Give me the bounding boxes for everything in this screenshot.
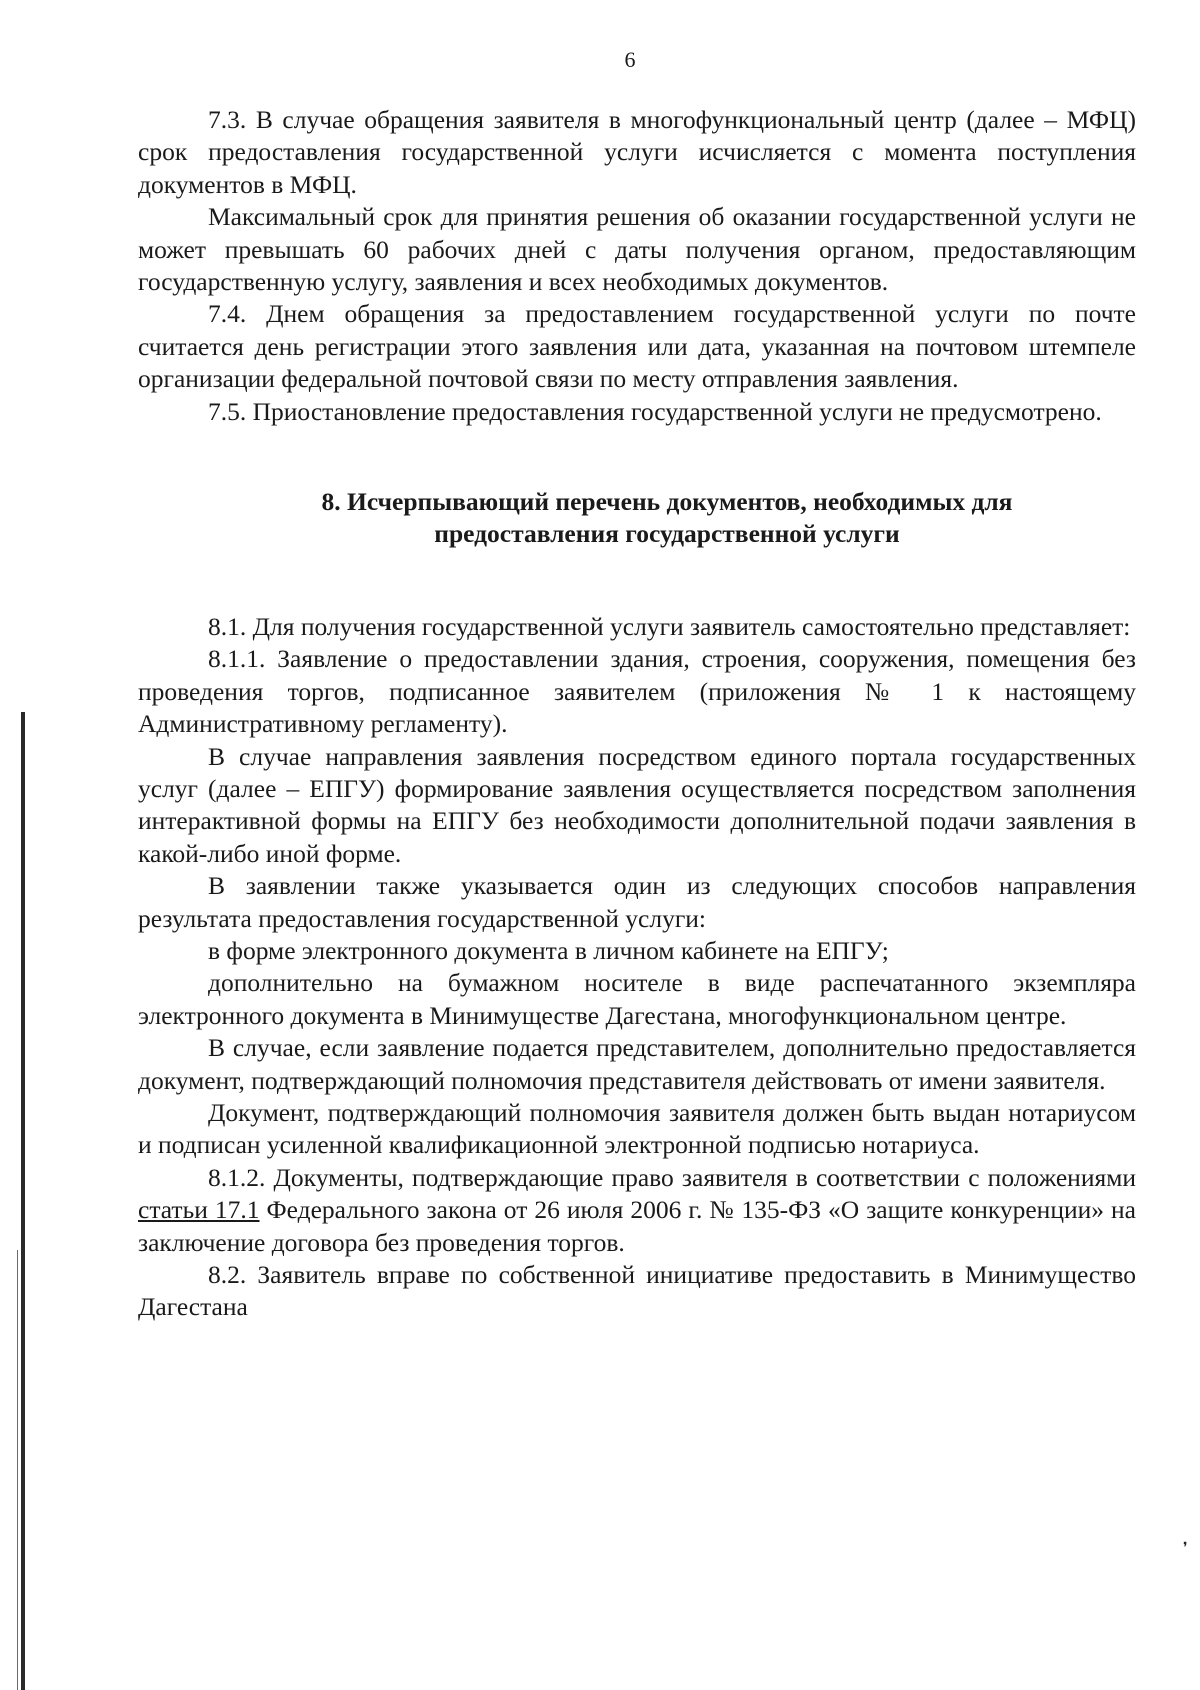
- paragraph-epgu: В случае направления заявления посредством единого портала государственных услуг (далее – ЕПГУ) формирование заявления осуществляется посредством заполнения интерактивной формы на ЕПГУ без необходимости дополнительной подачи заявления в какой-либо иной форме.: [138, 741, 1136, 868]
- paragraph-max-term: Максимальный срок для принятия решения об оказании государственной услуги не может превышать 60 рабочих дней с даты получения органом, предоставляющим государственную услугу, заявления и всех необходимых документов.: [138, 202, 1136, 297]
- paragraph-8-1: 8.1. Для получения государственной услуги заявитель самостоятельно представляет:: [208, 611, 1131, 641]
- paragraph-notary: Документ, подтверждающий полномочия заявителя должен быть выдан нотариусом и подписан усиленной квалификационной электронной подписью нотариуса.: [138, 1097, 1136, 1160]
- paragraph-7-5: 7.5. Приостановление предоставления государственной услуги не предусмотрено.: [208, 396, 1102, 426]
- paragraph-result-methods: В заявлении также указывается один из следующих способов направления результата предоставления государственной услуги:: [138, 871, 1136, 933]
- paragraph-7-3: 7.3. В случае обращения заявителя в многофункциональный центр (далее – МФЦ) срок предоставления государственной услуги исчисляется с момента поступления документов в МФЦ.: [138, 105, 1136, 199]
- scan-edge-line-thin: [17, 1250, 18, 1690]
- paragraph-representative: В случае, если заявление подается представителем, дополнительно предоставляется документ, подтверждающий полномочия представителя действовать от имени заявителя.: [138, 1033, 1136, 1095]
- document-body: [138, 104, 1136, 1324]
- paragraph-7-4: 7.4. Днем обращения за предоставлением государственной услуги по почте считается день регистрации этого заявления или дата, указанная на почтовом штемпеле организации федеральной почтовой связи по месту отправления заявления.: [138, 299, 1136, 394]
- paragraph-8-1-2-text-end: Федерального закона от 26 июля 2006 г. № 135-ФЗ «О защите конкуренции» на заключение договора без проведения торгов.: [138, 1195, 1136, 1257]
- law-article-link[interactable]: статьи 17.1: [138, 1195, 260, 1225]
- paragraph-8-2: 8.2. Заявитель вправе по собственной инициативе предоставить в Минимущество Дагестана: [138, 1260, 1136, 1322]
- paragraph-paper-form: дополнительно на бумажном носителе в виде распечатанного экземпляра электронного документа в Минимуществе Дагестана, многофункциональном центре.: [138, 968, 1136, 1030]
- scan-edge-line: [21, 712, 25, 1690]
- paragraph-8-1-2: [138, 1162, 1136, 1259]
- scan-artifact-mark: ❜: [1183, 1541, 1188, 1556]
- section-8-heading: [138, 486, 1136, 551]
- paragraph-electronic-form: в форме электронного документа в личном кабинете на ЕПГУ;: [208, 935, 889, 965]
- section-heading-line-1: 8. Исчерпывающий перечень документов, необходимых для: [321, 487, 1013, 517]
- paragraph-8-1-1: 8.1.1. Заявление о предоставлении здания, строения, сооружения, помещения без проведения торгов, подписанное заявителем (приложения № 1 к настоящему Административному регламенту).: [138, 644, 1136, 739]
- page-number: 6: [624, 47, 636, 72]
- paragraph-8-1-2-text-start: 8.1.2. Документы, подтверждающие право заявителя в соответствии с положениями: [208, 1162, 1136, 1192]
- section-heading-line-2: предоставления государственной услуги: [434, 519, 900, 549]
